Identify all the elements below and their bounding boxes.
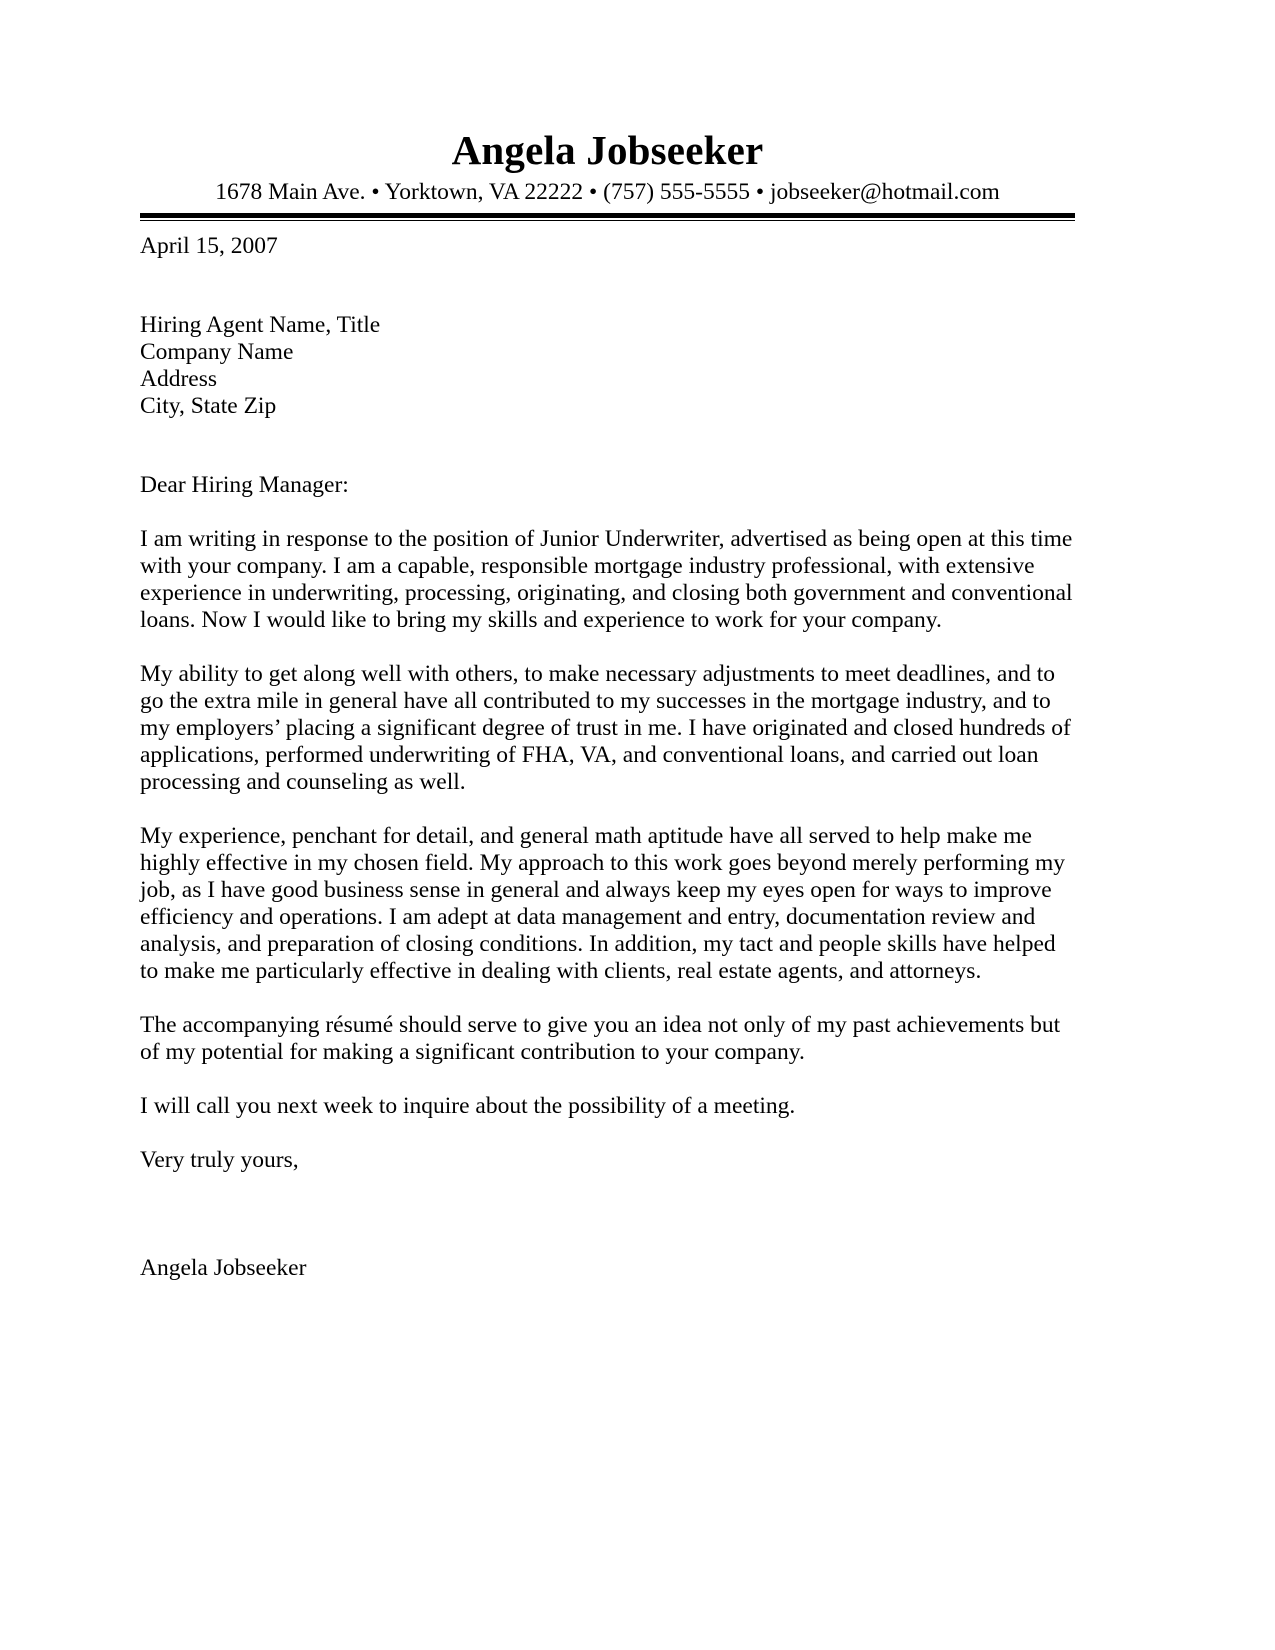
spacer-paragraph-5: [140, 1120, 1075, 1147]
salutation: Dear Hiring Manager:: [140, 472, 349, 498]
recipient-company: Company Name: [140, 339, 294, 365]
body-paragraph-1: I am writing in response to the position of Junior Underwriter, advertised as being open at this time with your company. I am a capable, responsible mortgage industry professional, with extensive experience in underwriting, processing, originating, and closing both government and conventional loans. Now I would like to bring my skills and experience to work for your company.: [140, 526, 1073, 633]
letter-date: April 15, 2007: [140, 233, 278, 259]
body-paragraph-5: I will call you next week to inquire about the possibility of a meeting.: [140, 1093, 796, 1119]
spacer-after-date: [140, 260, 1075, 312]
spacer-after-address: [140, 420, 1075, 472]
spacer-paragraph-2: [140, 796, 1075, 823]
body-paragraph-3: My experience, penchant for detail, and general math aptitude have all served to help make me highly effective in my chosen field. My approach to this work goes beyond merely performing my job, as I have good business sense in general and always keep my eyes open for ways to improve efficiency and operations. I am adept at data management and entry, documentation review and analysis, and preparation of closing conditions. In addition, my tact and people skills have helped to make me particularly effective in dealing with clients, real estate agents, and attorneys.: [140, 823, 1065, 984]
letterhead: [140, 128, 1075, 221]
spacer-paragraph-3: [140, 985, 1075, 1012]
sender-contact-line: 1678 Main Ave. • Yorktown, VA 22222 • (757) 555-5555 • jobseeker@hotmail.com: [215, 178, 1000, 205]
spacer-paragraph-4: [140, 1066, 1075, 1093]
recipient-address: Address: [140, 366, 218, 392]
closing-salutation: Very truly yours,: [140, 1147, 299, 1173]
sender-name: Angela Jobseeker: [451, 127, 764, 173]
letter-body: [140, 233, 1075, 1282]
recipient-name-title: Hiring Agent Name, Title: [140, 312, 381, 338]
signature-name: Angela Jobseeker: [140, 1255, 307, 1281]
letterhead-divider: [140, 213, 1075, 221]
body-paragraph-2: My ability to get along well with others, to make necessary adjustments to meet deadlines, and to go the extra mile in general have all contributed to my successes in the mortgage industry, and to my employers’ placing a significant degree of trust in me. I have originated and closed hundreds of applications, performed underwriting of FHA, VA, and conventional loans, and carried out loan processing and counseling as well.: [140, 661, 1071, 795]
recipient-city-state-zip: City, State Zip: [140, 393, 277, 419]
signature-space: [140, 1174, 1075, 1255]
spacer-after-salutation: [140, 499, 1075, 526]
spacer-paragraph-1: [140, 634, 1075, 661]
body-paragraph-4: The accompanying résumé should serve to give you an idea not only of my past achievements but of my potential for making a significant contribution to your company.: [140, 1012, 1061, 1065]
recipient-address-block: [140, 312, 1075, 420]
